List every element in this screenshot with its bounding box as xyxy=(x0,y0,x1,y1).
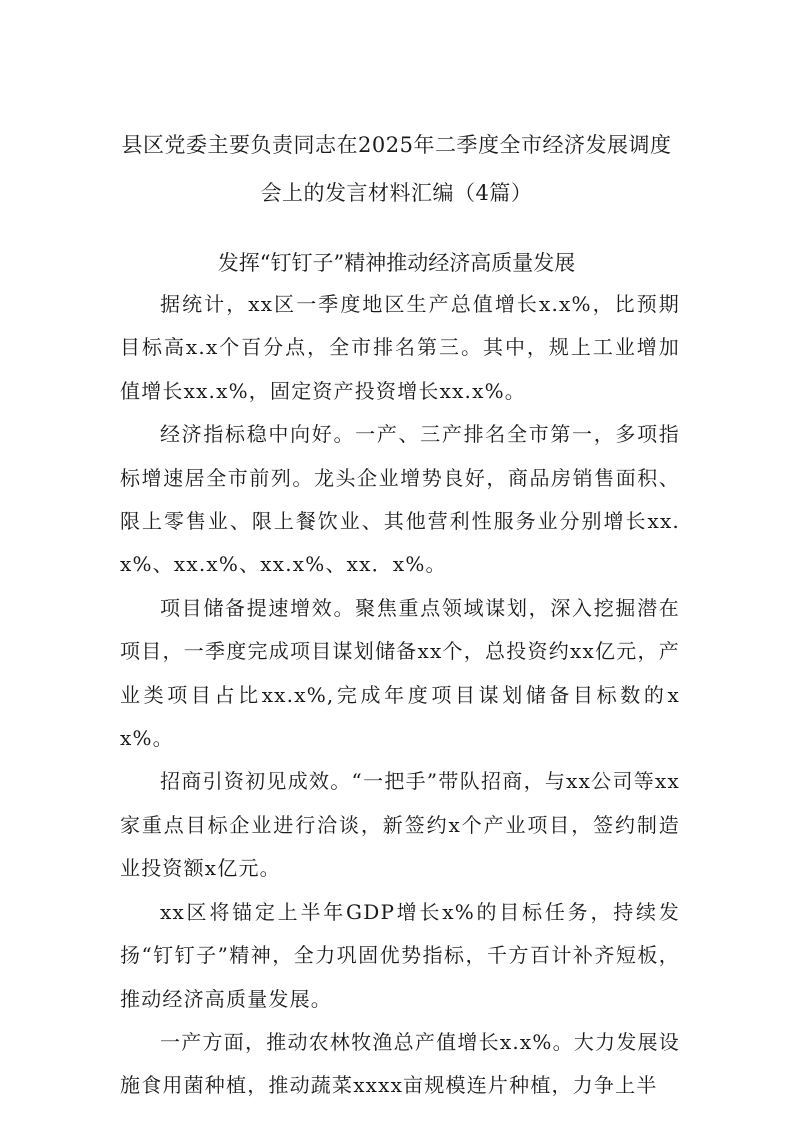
paragraph-investment: 招商引资初见成效。“一把手”带队招商，与xx公司等xx家重点目标企业进行洽谈，新签约x个产业项目，签约制造业投资额x亿元。 xyxy=(120,769,680,881)
article-body xyxy=(120,283,680,1108)
document-title-line-1: 县区党委主要负责同志在2025年二季度全市经济发展调度 xyxy=(121,133,672,157)
paragraph-goals: xx区将锚定上半年GDP增长x%的目标任务，持续发扬“钉钉子”精神，全力巩固优势指标，千方百计补齐短板，推动经济高质量发展。 xyxy=(120,899,680,1011)
document-title-line-2: 会上的发言材料汇编（4篇） xyxy=(260,181,533,205)
paragraph-primary-industry: 一产方面，推动农林牧渔总产值增长x.x%。大力发展设施食用菌种植，推动蔬菜xxxx亩规模连片种植，力争上半 xyxy=(120,1029,680,1098)
paragraph-statistics: 据统计，xx区一季度地区生产总值增长x.x%，比预期目标高x.x个百分点，全市排名第三。其中，规上工业增加值增长xx.x%，固定资产投资增长xx.x%。 xyxy=(120,292,680,403)
paragraph-projects: 项目储备提速增效。聚焦重点领域谋划，深入挖掘潜在项目，一季度完成项目谋划储备xx个，总投资约xx亿元，产业类项目占比xx.x%,完成年度项目谋划储备目标数的xx%。 xyxy=(120,595,680,751)
article-subtitle: 发挥“钉钉子”精神推动经济高质量发展 xyxy=(217,251,576,275)
paragraph-indicators: 经济指标稳中向好。一产、三产排名全市第一，多项指标增速居全市前列。龙头企业增势良好，商品房销售面积、限上零售业、限上餐饮业、其他营利性服务业分别增长xx.x%、xx.x%、xx.x%、xx．x%。 xyxy=(120,422,680,577)
